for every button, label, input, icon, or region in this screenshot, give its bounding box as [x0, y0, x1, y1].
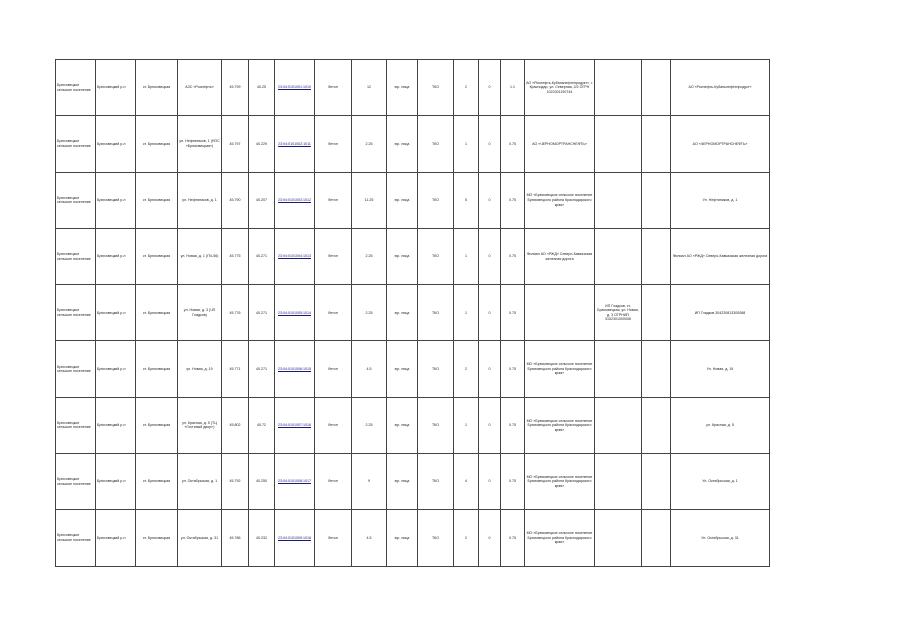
volume-cell: 0.75 [501, 397, 525, 453]
surface-cell: бетон [315, 60, 352, 116]
settlement-cell: Брюховецкое сельское поселение [56, 60, 96, 116]
containers-cell: 1 [454, 116, 479, 172]
table-row [56, 285, 770, 341]
latitude-cell: 45.792 [222, 454, 249, 510]
ip-cell [595, 172, 642, 228]
extra-cell [642, 60, 671, 116]
waste-type-cell: ТКО [418, 341, 454, 397]
volume-cell: 0.75 [501, 228, 525, 284]
owner-type-cell: юр. лица [387, 60, 418, 116]
operator-cell: МО «Брюховецкое сельское поселение Брюховецкого района Краснодарского края» [525, 454, 595, 510]
cadastral-link[interactable]: 23:04:0101009:1018 [275, 510, 315, 566]
village-cell: ст. Брюховецкая [136, 172, 178, 228]
street-cell: ул. Нефтяников, д. 1 [178, 172, 222, 228]
source-cell: Ул. Октябрьская, д. 31 [671, 510, 770, 566]
ip-cell [595, 397, 642, 453]
volume-cell: 0.75 [501, 454, 525, 510]
table-row [56, 454, 770, 510]
operator-cell: АО «Роснефть-Кубаньнефтепродукт», г. Краснодар, ул. Северная, 2/2 ОГРН 1022301190744 [525, 60, 595, 116]
source-cell: Ул. Нефтяников, д. 1 [671, 172, 770, 228]
owner-type-cell: юр. лица [387, 172, 418, 228]
district-cell: Брюховецкий р-н [96, 116, 136, 172]
latitude-cell: 45.776 [222, 285, 249, 341]
containers-cell: 4 [454, 454, 479, 510]
settlement-cell: Брюховецкое сельское поселение [56, 116, 96, 172]
owner-type-cell: юр. лица [387, 341, 418, 397]
settlement-cell: Брюховецкое сельское поселение [56, 285, 96, 341]
table-row [56, 60, 770, 116]
surface-cell: бетон [315, 228, 352, 284]
volume-cell: 0.75 [501, 510, 525, 566]
village-cell: ст. Брюховецкая [136, 510, 178, 566]
district-cell: Брюховецкий р-н [96, 228, 136, 284]
street-cell: ул. Новая, д. 1 (ПЧ-56) [178, 228, 222, 284]
waste-type-cell: ТКО [418, 228, 454, 284]
surface-cell: бетон [315, 341, 352, 397]
longitude-cell: 40.232 [249, 510, 275, 566]
extra-cell [642, 510, 671, 566]
table-body [56, 60, 770, 567]
operator-cell: МО «Брюховецкое сельское поселение Брюховецкого района Краснодарского края» [525, 397, 595, 453]
bunker-cell: 0 [479, 510, 501, 566]
longitude-cell: 40.271 [249, 285, 275, 341]
district-cell: Брюховецкий р-н [96, 60, 136, 116]
waste-type-cell: ТКО [418, 60, 454, 116]
table-row [56, 116, 770, 172]
village-cell: ст. Брюховецкая [136, 285, 178, 341]
longitude-cell: 40.207 [249, 172, 275, 228]
table-row [56, 341, 770, 397]
table-row [56, 228, 770, 284]
owner-type-cell: юр. лица [387, 285, 418, 341]
area-cell: 2.25 [352, 285, 387, 341]
owner-type-cell: юр. лица [387, 397, 418, 453]
latitude-cell: 45.786 [222, 510, 249, 566]
containers-cell: 2 [454, 341, 479, 397]
waste-type-cell: ТКО [418, 285, 454, 341]
operator-cell: Филиал АО «РЖД» Северо-Кавказская железная дорога [525, 228, 595, 284]
latitude-cell: 45.799 [222, 60, 249, 116]
district-cell: Брюховецкий р-н [96, 454, 136, 510]
ip-cell [595, 510, 642, 566]
settlement-cell: Брюховецкое сельское поселение [56, 510, 96, 566]
extra-cell [642, 228, 671, 284]
ip-cell [595, 116, 642, 172]
table-row [56, 510, 770, 566]
source-cell: Ул. Октябрьская, д. 1 [671, 454, 770, 510]
owner-type-cell: юр. лица [387, 510, 418, 566]
cadastral-link[interactable]: 23:04:0101004:1013 [275, 228, 315, 284]
source-cell: Филиал АО «РЖД» Северо-Кавказская железная дорога [671, 228, 770, 284]
village-cell: ст. Брюховецкая [136, 60, 178, 116]
owner-type-cell: юр. лица [387, 116, 418, 172]
area-cell: 11.25 [352, 172, 387, 228]
village-cell: ст. Брюховецкая [136, 116, 178, 172]
volume-cell: 0.75 [501, 341, 525, 397]
table-row [56, 172, 770, 228]
village-cell: ст. Брюховецкая [136, 454, 178, 510]
street-cell: ул. Красная, д. 5 (ТЦ «Гостиный двор») [178, 397, 222, 453]
area-cell: 2.25 [352, 228, 387, 284]
bunker-cell: 0 [479, 228, 501, 284]
volume-cell: 1.1 [501, 60, 525, 116]
area-cell: 9 [352, 454, 387, 510]
surface-cell: бетон [315, 116, 352, 172]
street-cell: ул. Октябрьская, д. 1 [178, 454, 222, 510]
cadastral-link[interactable]: 23:04:0101005:1014 [275, 285, 315, 341]
settlement-cell: Брюховецкое сельское поселение [56, 397, 96, 453]
containers-cell: 5 [454, 172, 479, 228]
source-cell: АО «ЧЕРНОМОРТРАНСНЕФТЬ» [671, 116, 770, 172]
ip-cell [595, 60, 642, 116]
district-cell: Брюховецкий р-н [96, 172, 136, 228]
area-cell: 2.25 [352, 397, 387, 453]
latitude-cell: 45.775 [222, 228, 249, 284]
street-cell: ул. Новая, д. 19 [178, 341, 222, 397]
street-cell: ул. Новая, д. 3 (ЧП Гладков) [178, 285, 222, 341]
operator-cell: МО «Брюховецкое сельское поселение Брюховецкого района Краснодарского края» [525, 510, 595, 566]
area-cell: 4.5 [352, 510, 387, 566]
settlement-cell: Брюховецкое сельское поселение [56, 454, 96, 510]
cadastral-link[interactable]: 23:04:0101003:1012 [275, 172, 315, 228]
waste-type-cell: ТКО [418, 397, 454, 453]
table-row [56, 397, 770, 453]
waste-site-registry-table [55, 59, 770, 567]
latitude-cell: 45.797 [222, 116, 249, 172]
area-cell: 4.5 [352, 341, 387, 397]
surface-cell: бетон [315, 454, 352, 510]
longitude-cell: 40.250 [249, 454, 275, 510]
operator-cell: АО «ЧЕРНОМОРТРАНСНЕФТЬ» [525, 116, 595, 172]
source-cell: АО «Роснефть-Кубаньнефтепродукт» [671, 60, 770, 116]
volume-cell: 0.75 [501, 172, 525, 228]
longitude-cell: 40.72 [249, 397, 275, 453]
containers-cell: 1 [454, 397, 479, 453]
longitude-cell: 40.229 [249, 116, 275, 172]
extra-cell [642, 454, 671, 510]
owner-type-cell: юр. лица [387, 228, 418, 284]
area-cell: 12 [352, 60, 387, 116]
village-cell: ст. Брюховецкая [136, 397, 178, 453]
volume-cell: 0.75 [501, 285, 525, 341]
longitude-cell: 40.271 [249, 228, 275, 284]
latitude-cell: 45.790 [222, 172, 249, 228]
waste-type-cell: ТКО [418, 454, 454, 510]
bunker-cell: 0 [479, 397, 501, 453]
source-cell: ул. Красная, д. 5 [671, 397, 770, 453]
village-cell: ст. Брюховецкая [136, 228, 178, 284]
latitude-cell: 45.802 [222, 397, 249, 453]
waste-type-cell: ТКО [418, 172, 454, 228]
bunker-cell: 0 [479, 341, 501, 397]
containers-cell: 1 [454, 285, 479, 341]
ip-cell [595, 341, 642, 397]
settlement-cell: Брюховецкое сельское поселение [56, 228, 96, 284]
surface-cell: бетон [315, 172, 352, 228]
surface-cell: бетон [315, 397, 352, 453]
cadastral-link[interactable]: 23:04:0101002:1011 [275, 116, 315, 172]
ip-cell: ИП Гладков, ст. Брюховецкая, ул. Новая, д. 3 ОГРНИП 3152301000006 [595, 285, 642, 341]
cadastral-link[interactable]: 23:04:0101001:1010 [275, 60, 315, 116]
district-cell: Брюховецкий р-н [96, 510, 136, 566]
source-cell: ИП Гладков 304230813300088 [671, 285, 770, 341]
street-cell: ул. Октябрьская, д. 31 [178, 510, 222, 566]
operator-cell: МО «Брюховецкое сельское поселение Брюховецкого района Краснодарского края» [525, 341, 595, 397]
source-cell: Ул. Новая, д. 19 [671, 341, 770, 397]
settlement-cell: Брюховецкое сельское поселение [56, 172, 96, 228]
ip-cell [595, 228, 642, 284]
street-cell: АЗС «Роснефть» [178, 60, 222, 116]
operator-cell: МО «Брюховецкое сельское поселение Брюховецкого района Краснодарского края» [525, 172, 595, 228]
bunker-cell: 0 [479, 60, 501, 116]
volume-cell: 0.75 [501, 116, 525, 172]
district-cell: Брюховецкий р-н [96, 397, 136, 453]
waste-type-cell: ТКО [418, 116, 454, 172]
operator-cell [525, 285, 595, 341]
owner-type-cell: юр. лица [387, 454, 418, 510]
extra-cell [642, 397, 671, 453]
settlement-cell: Брюховецкое сельское поселение [56, 341, 96, 397]
cadastral-link[interactable]: 23:04:0101007:1016 [275, 397, 315, 453]
ip-cell [595, 454, 642, 510]
cadastral-link[interactable]: 23:04:0101006:1015 [275, 341, 315, 397]
longitude-cell: 40.271 [249, 341, 275, 397]
bunker-cell: 0 [479, 285, 501, 341]
bunker-cell: 0 [479, 172, 501, 228]
containers-cell: 2 [454, 60, 479, 116]
extra-cell [642, 341, 671, 397]
surface-cell: бетон [315, 285, 352, 341]
surface-cell: бетон [315, 510, 352, 566]
containers-cell: 1 [454, 228, 479, 284]
district-cell: Брюховецкий р-н [96, 285, 136, 341]
district-cell: Брюховецкий р-н [96, 341, 136, 397]
bunker-cell: 0 [479, 116, 501, 172]
bunker-cell: 0 [479, 454, 501, 510]
longitude-cell: 40.25 [249, 60, 275, 116]
extra-cell [642, 116, 671, 172]
area-cell: 2.25 [352, 116, 387, 172]
village-cell: ст. Брюховецкая [136, 341, 178, 397]
extra-cell [642, 285, 671, 341]
containers-cell: 2 [454, 510, 479, 566]
street-cell: ул. Нефтяников, 1 (НПС «Брюховецкая») [178, 116, 222, 172]
cadastral-link[interactable]: 23:04:0101008:1017 [275, 454, 315, 510]
latitude-cell: 45.771 [222, 341, 249, 397]
waste-type-cell: ТКО [418, 510, 454, 566]
extra-cell [642, 172, 671, 228]
